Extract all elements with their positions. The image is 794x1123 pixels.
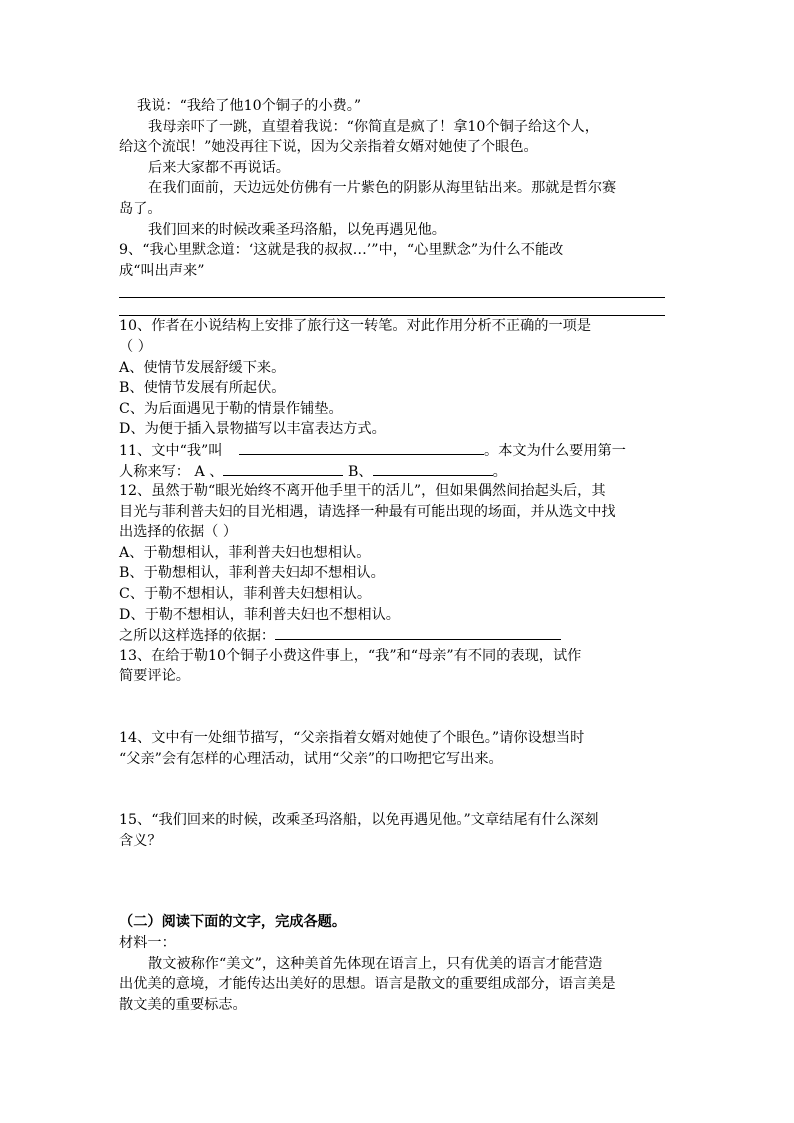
passage-line: 我说：“我给了他10个铜子的小费。” bbox=[137, 98, 362, 114]
passage-line: 给这个流氓！”她没再往下说，因为父亲指着女婿对她使了个眼色。 bbox=[119, 139, 538, 156]
section-heading: （二）阅读下面的文字，完成各题。 bbox=[119, 914, 347, 931]
question-text: 12、虽然于勒“眼光始终不离开他手里干的活儿”，但如果偶然间抬起头后，其 bbox=[119, 483, 606, 500]
question-text bbox=[119, 461, 679, 482]
answer-line[interactable] bbox=[119, 298, 665, 316]
story-passage bbox=[119, 96, 679, 240]
option-d: D、为便于插入景物描写以丰富表达方式。 bbox=[119, 421, 386, 438]
answer-space[interactable] bbox=[119, 687, 679, 728]
q11-suffix: 。本文为什么要用第一 bbox=[484, 442, 626, 459]
section-2 bbox=[119, 912, 679, 1015]
q11-b-label: B、 bbox=[347, 463, 373, 480]
q11-prefix: 11、文中“我”叫 bbox=[119, 442, 223, 459]
question-text: 含义？ bbox=[119, 832, 162, 849]
q11-end: 。 bbox=[492, 463, 507, 480]
option-d: D、于勒不想相认，菲利普夫妇也不想相认。 bbox=[119, 606, 400, 623]
question-10 bbox=[119, 316, 679, 440]
document-page bbox=[119, 96, 679, 1015]
question-text: 14、文中有一处细节描写，“父亲指着女婿对她使了个眼色。”请你设想当时 bbox=[119, 730, 585, 747]
question-text: 成“叫出声来” bbox=[119, 262, 205, 279]
question-text: 15、“我们回来的时候，改乘圣玛洛船，以免再遇见他。”文章结尾有什么深刻 bbox=[119, 812, 599, 829]
question-12 bbox=[119, 481, 679, 646]
basis-blank[interactable] bbox=[275, 625, 561, 640]
option-a: A、于勒想相认，菲利普夫妇也想相认。 bbox=[119, 544, 371, 561]
option-c: C、于勒不想相认，菲利普夫妇想相认。 bbox=[119, 586, 372, 603]
passage-line: 岛了。 bbox=[119, 200, 162, 217]
material-line: 散文美的重要标志。 bbox=[119, 996, 247, 1013]
question-text bbox=[119, 440, 679, 461]
question-text: （ ） bbox=[119, 338, 152, 355]
q11-a-label: A 、 bbox=[194, 463, 224, 480]
name-blank[interactable] bbox=[239, 440, 484, 455]
question-text: 9、“我心里默念道：‘这就是我的叔叔…’”中，“心里默念”为什么不能改 bbox=[119, 242, 564, 259]
question-text: 目光与菲利普夫妇的目光相遇，请选择一种最有可能出现的场面，并从选文中找 bbox=[119, 503, 616, 520]
answer-line[interactable] bbox=[119, 281, 665, 298]
material-line: 出优美的意境，才能传达出美好的思想。语言是散文的重要组成部分，语言美是 bbox=[119, 976, 616, 993]
option-b: B、使情节发展有所起伏。 bbox=[119, 380, 286, 397]
question-text: 13、在给于勒10个铜子小费这件事上，“我”和“母亲”有不同的表现，试作 bbox=[119, 647, 582, 664]
passage-line: 后来大家都不再说话。 bbox=[148, 159, 290, 176]
option-b: B、于勒想相认，菲利普夫妇却不想相认。 bbox=[119, 565, 385, 582]
question-text: 简要评论。 bbox=[119, 668, 190, 685]
q11-person-label: 人称来写： bbox=[119, 463, 190, 480]
answer-space[interactable] bbox=[119, 769, 679, 810]
basis-label: 之所以这样选择的依据： bbox=[119, 628, 276, 645]
question-9 bbox=[119, 240, 679, 316]
question-text: 10、作者在小说结构上安排了旅行这一转笔。对此作用分析不正确的一项是 bbox=[119, 318, 592, 335]
question-text: “父亲”会有怎样的心理活动，试用“父亲”的口吻把它写出来。 bbox=[119, 750, 503, 767]
answer-space[interactable] bbox=[119, 851, 679, 912]
material-line: 散文被称作“美文”，这种美首先体现在语言上，只有优美的语言才能营造 bbox=[148, 955, 603, 972]
question-14 bbox=[119, 728, 679, 769]
passage-line: 我母亲吓了一跳，直望着我说：“你简直是疯了！拿10个铜子给这个人， bbox=[148, 118, 599, 135]
question-15 bbox=[119, 810, 679, 851]
reason-a-blank[interactable] bbox=[223, 461, 343, 476]
question-11 bbox=[119, 440, 679, 481]
passage-line: 在我们面前，天边远处仿佛有一片紫色的阴影从海里钻出来。那就是哲尔赛 bbox=[148, 180, 617, 197]
option-c: C、为后面遇见于勒的情景作铺垫。 bbox=[119, 400, 343, 417]
option-a: A、使情节发展舒缓下来。 bbox=[119, 359, 286, 376]
question-text: 出选择的依据（ ） bbox=[119, 524, 238, 541]
material-label: 材料一： bbox=[119, 935, 176, 951]
basis-line bbox=[119, 625, 679, 646]
question-13 bbox=[119, 646, 679, 687]
passage-line: 我们回来的时候改乘圣玛洛船，以免再遇见他。 bbox=[148, 221, 446, 238]
reason-b-blank[interactable] bbox=[373, 461, 493, 476]
